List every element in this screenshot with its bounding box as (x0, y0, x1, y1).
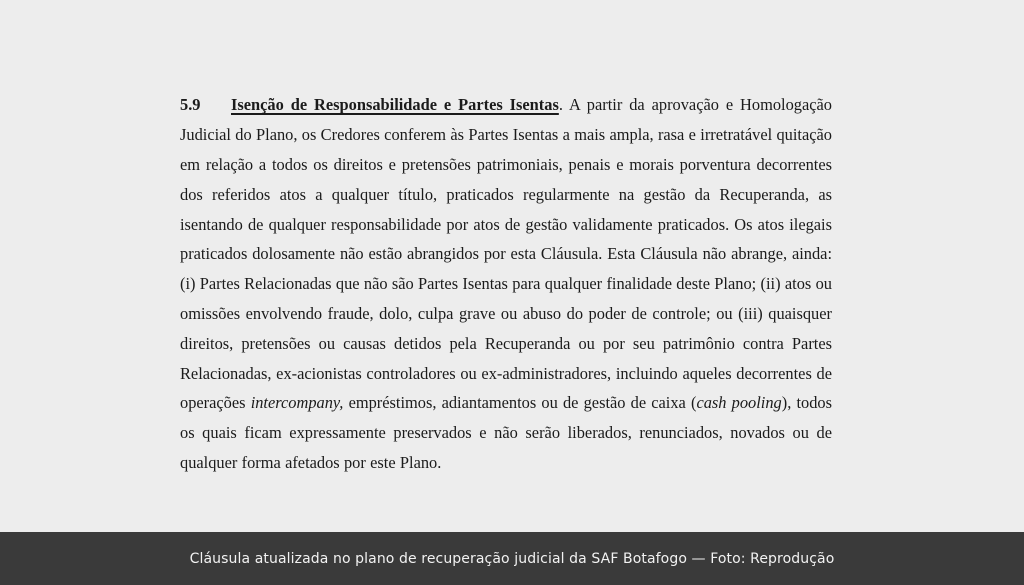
clause-body-part1: . A partir da aprovação e Homologação Judicial do Plano, os Credores conferem às Partes Isentas a mais ampla, rasa e irretratável quitação em relação a todos os direitos e pretensões patrimoniais, penais e morais porventura decorrentes dos referidos atos a qualquer título, praticados regularmente na gestão da Recuperanda, as isentando de qualquer responsabilidade por atos de gestão validamente praticados. Os atos ilegais praticados dolosamente não estão abrangidos por esta Cláusula. Esta Cláusula não abrange, ainda: (i) Partes Relacionadas que não são Partes Isentas para qualquer finalidade deste Plano; (ii) atos ou omissões envolvendo fraude, dolo, culpa grave ou abuso do poder de controle; ou (iii) quaisquer direitos, pretensões ou causas detidos pela Recuperanda ou por seu patrimônio contra Partes Relacionadas, ex-acionistas controladores ou ex-administradores, incluindo aqueles decorrentes de operações (180, 95, 832, 413)
image-caption: Cláusula atualizada no plano de recuperação judicial da SAF Botafogo — Foto: Reprodução (189, 550, 835, 567)
caption-bar (0, 532, 1024, 585)
clause-body-italic-cash-pooling: cash pooling (696, 393, 782, 413)
clause-heading: Isenção de Responsabilidade e Partes Isentas (231, 95, 559, 115)
clause-body-part2: empréstimos, adiantamentos ou de gestão de caixa ( (343, 393, 697, 413)
clause-body-italic-intercompany: intercompany, (250, 393, 344, 413)
clause-paragraph (180, 90, 832, 477)
clause-number: 5.9 (180, 95, 201, 115)
clause-body-part3: ), todos os quais ficam expressamente preservados e não serão liberados, renunciados, novados ou de qualquer forma afetados por este Plano. (180, 393, 832, 472)
